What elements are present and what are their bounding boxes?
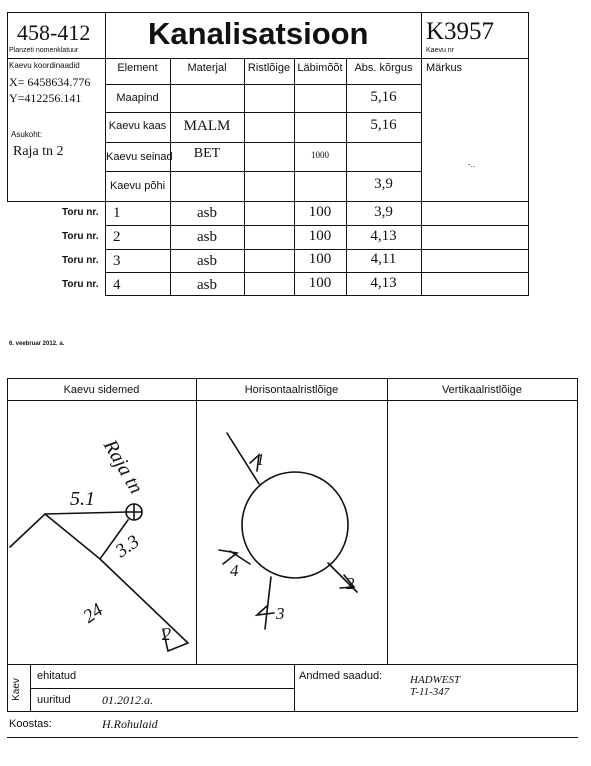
- sheet-number: 458-412: [17, 20, 91, 45]
- sheet-number-label: Planzeti nomenklatuur: [9, 47, 79, 54]
- col-header-diameter: Läbimõõt: [297, 62, 343, 74]
- pipe-diameter: 100: [308, 275, 332, 291]
- tie-distance-2: 3.3: [111, 531, 144, 563]
- note-mark: -..: [468, 160, 476, 169]
- built-label: ehitatud: [37, 670, 77, 682]
- row-material: MALM: [183, 118, 231, 134]
- pipe-diameter: 100: [308, 228, 332, 244]
- tie-distance-1: 5.1: [70, 488, 95, 510]
- pipe-height: 4,11: [370, 251, 397, 267]
- coord-y: Y=412256.141: [9, 91, 82, 105]
- pipe-material: asb: [197, 229, 217, 245]
- col-header-element: Element: [117, 62, 158, 74]
- pipe-nr: 3: [113, 253, 121, 269]
- row-diameter: 1000: [311, 150, 329, 160]
- col-header-height: Abs. kõrgus: [354, 62, 413, 74]
- pipe-label: Toru nr.: [62, 255, 99, 266]
- horizontal-section-sketch: [197, 401, 387, 663]
- sketch-header-ties: Kaevu sidemed: [63, 384, 140, 396]
- row-material: BET: [193, 146, 221, 161]
- pipe-label: Toru nr.: [62, 207, 99, 218]
- tie-distance-3: 24: [79, 599, 108, 628]
- coord-x: X= 6458634.776: [9, 75, 91, 89]
- pipe-height: 4,13: [370, 275, 397, 291]
- side-label: Kaev: [10, 678, 22, 701]
- pipe-nr: 1: [113, 205, 121, 221]
- pipe-label: Toru nr.: [62, 279, 99, 290]
- pipe-marker-1: 1: [256, 450, 265, 469]
- well-number: K3957: [426, 18, 495, 45]
- page-title: Kanalisatsioon: [148, 16, 369, 51]
- row-height: 3,9: [374, 176, 393, 192]
- col-header-cross: Ristlõige: [247, 62, 291, 74]
- location-label: Asukoht:: [11, 130, 43, 139]
- pipe-material: asb: [197, 253, 217, 269]
- data-source-value-1: HADWEST: [410, 674, 461, 686]
- pipe-marker-2: 2: [346, 574, 355, 593]
- pipe-diameter: 100: [308, 251, 332, 267]
- pipe-material: asb: [197, 277, 217, 293]
- coords-label: Kaevu koordinaadid: [9, 61, 80, 70]
- author-label: Koostas:: [9, 718, 52, 730]
- document-date: 6. veebruar 2012. a.: [9, 341, 65, 347]
- pipe-nr: 2: [113, 229, 121, 245]
- row-element: Maapind: [116, 92, 159, 104]
- pipe-height: 3,9: [374, 204, 393, 220]
- pipe-material: asb: [197, 205, 217, 221]
- location-value: Raja tn 2: [13, 144, 64, 159]
- row-height: 5,16: [370, 117, 397, 133]
- pipe-height: 4,13: [370, 228, 397, 244]
- surveyed-label: uuritud: [37, 694, 71, 706]
- pipe-diameter: 100: [308, 204, 332, 220]
- pipe-marker-4: 4: [230, 561, 239, 580]
- tie-distance-4: 2: [162, 624, 171, 644]
- pipe-label: Toru nr.: [62, 231, 99, 242]
- street-label: Raja tn: [98, 436, 148, 498]
- row-height: 5,16: [370, 89, 397, 105]
- data-source-value-2: T-11-347: [410, 686, 450, 698]
- col-header-material: Materjal: [187, 62, 227, 74]
- well-number-label: Kaevu nr: [426, 47, 455, 54]
- sketch-header-vertical: Vertikaalristlõige: [441, 384, 523, 396]
- pipe-marker-3: 3: [276, 604, 285, 623]
- row-element: Kaevu põhi: [109, 180, 166, 192]
- col-header-notes: Märkus: [426, 62, 463, 74]
- pipe-nr: 4: [113, 277, 121, 293]
- author-value: H.Rohulaid: [102, 717, 158, 731]
- surveyed-value: 01.2012.a.: [102, 693, 153, 707]
- data-source-label: Andmed saadud:: [299, 670, 383, 682]
- row-element: Kaevu seinad: [106, 151, 173, 163]
- sketch-header-horizontal: Horisontaalristlõige: [244, 384, 339, 396]
- row-element: Kaevu kaas: [108, 120, 167, 132]
